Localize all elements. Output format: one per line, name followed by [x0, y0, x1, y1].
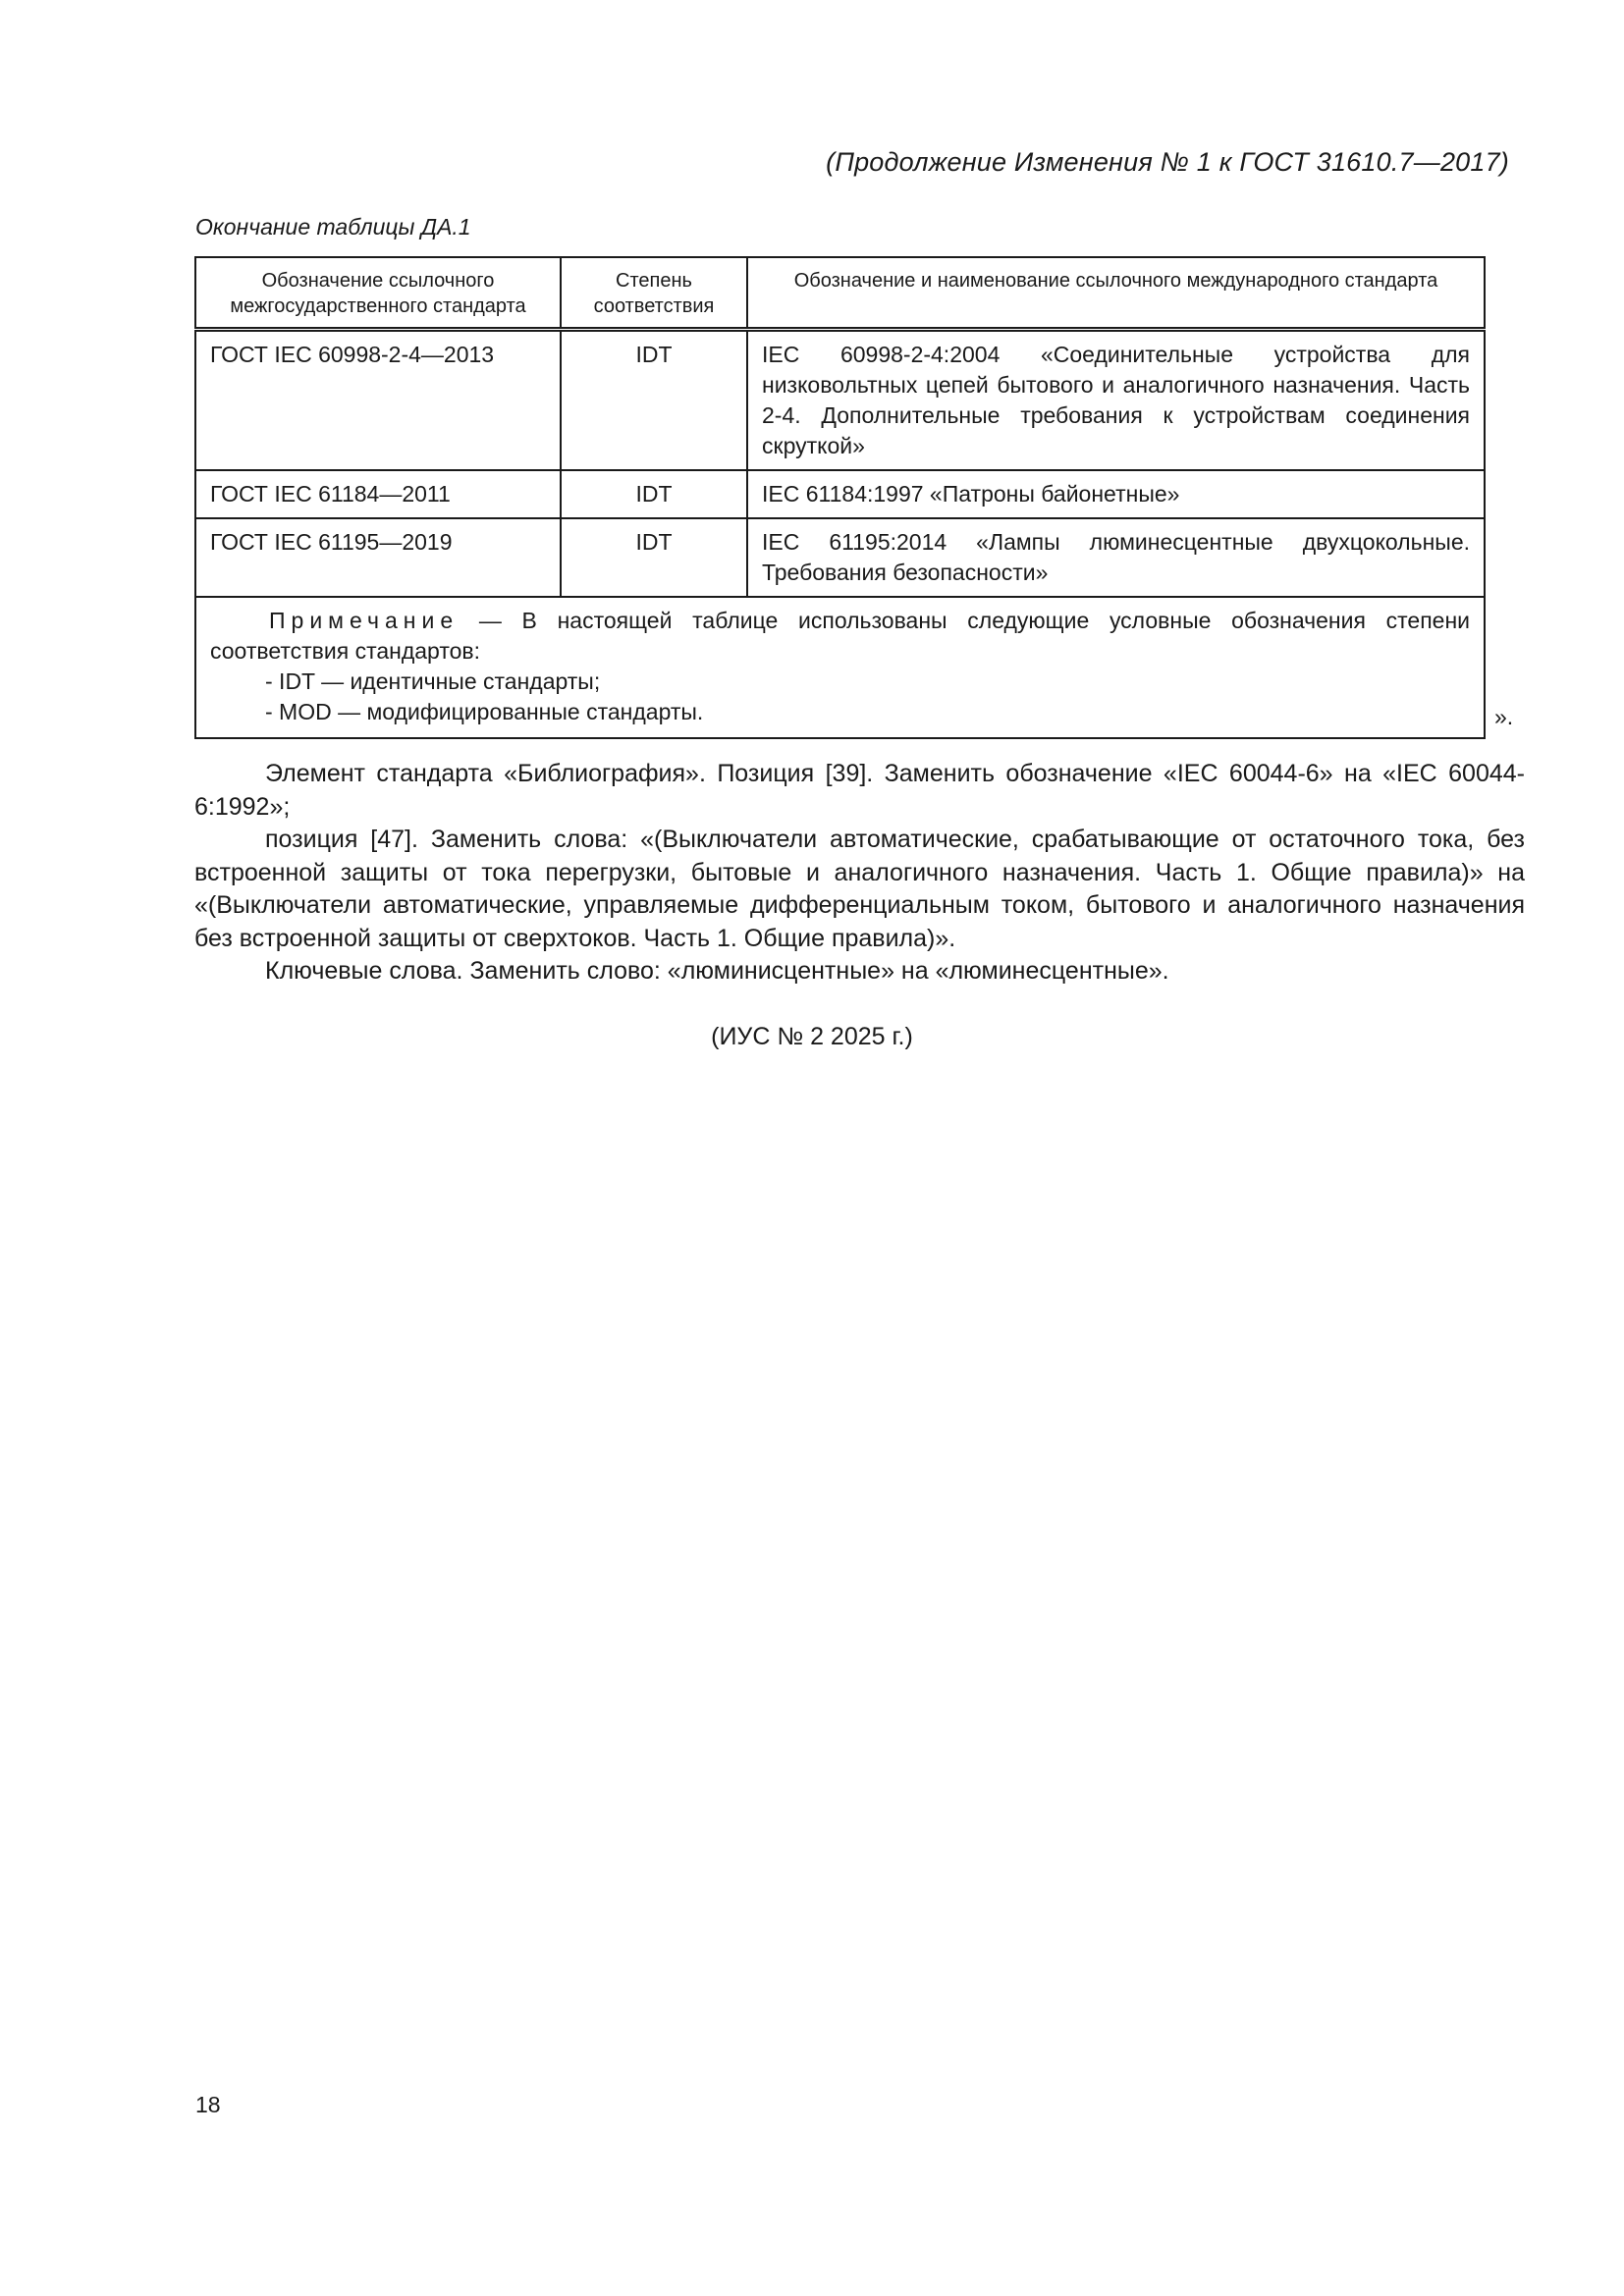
paragraph-keywords: Ключевые слова. Заменить слово: «люминисцентные» на «люминесцентные».: [265, 957, 1169, 985]
table-caption: Окончание таблицы ДА.1: [195, 214, 471, 240]
note-label: Примечание: [269, 608, 460, 633]
table-note-row: [195, 597, 1485, 738]
table-row: [195, 470, 1485, 518]
table-header-row: [195, 257, 1485, 330]
cell-degree: IDT: [561, 518, 747, 597]
note-text: — В настоящей таблице использованы следующие условные обозначения степени соответствия стандартов:: [210, 608, 1470, 664]
cell-standard: ГОСТ IEC 61195—2019: [195, 518, 561, 597]
cell-international: IEC 61184:1997 «Патроны байонетные»: [747, 470, 1485, 518]
reference-table: [194, 256, 1486, 739]
cell-degree: IDT: [561, 330, 747, 471]
column-header-interstate-standard: Обозначение ссылочного межгосударственного стандарта: [195, 257, 561, 330]
closing-quote: ».: [1494, 704, 1514, 729]
paragraph-position-47: позиция [47]. Заменить слова: «(Выключатели автоматические, срабатывающие от остаточного тока, без встроенной защиты от тока перегрузки, бытовые и аналогичного назначения. Часть 1. Общие правила)» на «(Выключатели автоматические, управляемые дифференциальным током, бытового и аналогичного назначения без встроенной защиты от сверхтоков. Часть 1. Общие правила)».: [194, 826, 1525, 952]
paragraph-bibliography: Элемент стандарта «Библиография». Позиция [39]. Заменить обозначение «IEC 60044-6» на «IEC 60044-6:1992»;: [194, 760, 1525, 821]
cell-international: IEC 61195:2014 «Лампы люминесцентные двухцокольные. Требования безопасности»: [747, 518, 1485, 597]
continuation-header: (Продолжение Изменения № 1 к ГОСТ 31610.7—2017): [826, 147, 1509, 177]
cell-standard: ГОСТ IEC 61184—2011: [195, 470, 561, 518]
note-item-idt: - IDT — идентичные стандарты;: [265, 668, 601, 694]
table-row: [195, 518, 1485, 597]
body-text: [194, 758, 1525, 988]
page-number: 18: [195, 2092, 221, 2117]
cell-standard: ГОСТ IEC 60998-2-4—2013: [195, 330, 561, 471]
reference-table-container: [194, 256, 1486, 739]
note-intro: [210, 606, 1470, 667]
cell-international: IEC 60998-2-4:2004 «Соединительные устройства для низковольтных цепей бытового и аналогичного назначения. Часть 2-4. Дополнительные требования к устройствам соединения скруткой»: [747, 330, 1485, 471]
cell-degree: IDT: [561, 470, 747, 518]
note-item-mod: - MOD — модифицированные стандарты.: [265, 699, 704, 724]
table-row: [195, 330, 1485, 471]
ius-reference: (ИУС № 2 2025 г.): [711, 1023, 913, 1050]
column-header-degree: Степень соответствия: [561, 257, 747, 330]
table-note: [195, 597, 1485, 738]
column-header-international-standard: Обозначение и наименование ссылочного международного стандарта: [747, 257, 1485, 330]
